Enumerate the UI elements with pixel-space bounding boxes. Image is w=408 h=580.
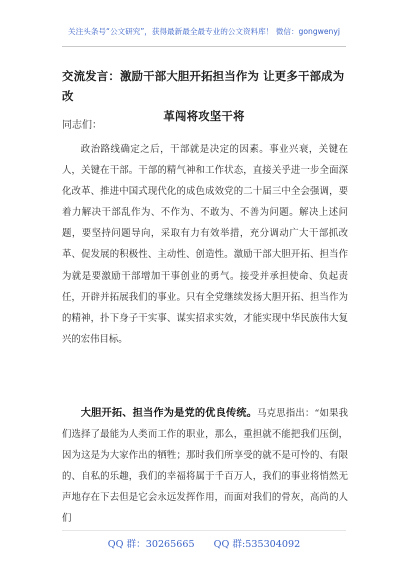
title-line-1: 交流发言：激励干部大胆开拓担当作为 让更多干部成为改	[62, 69, 345, 103]
greeting: 同志们：	[62, 120, 102, 131]
header-divider	[62, 46, 346, 47]
paragraph-2-body: 马克思指出：“如果我们选择了最能为人类而工作的职业，那么，重担就不能把我们压倒，因为这是为大家作出的牺牲；那时我们所享受的就不是可怜的、有限的、自私的乐趣，我们的幸福将属于千百万人，我们的事业将悄然无声地存在下去但是它会永远发挥作用，而面对我们的骨灰，高尚的人们	[62, 408, 349, 525]
paragraph-2	[62, 403, 348, 530]
footer-divider	[62, 530, 346, 531]
document-title	[62, 66, 346, 126]
qq-group-1: QQ 群：30265665	[107, 539, 195, 550]
paragraph-2-lead: 大胆开拓、担当作为是党的优良传统。	[80, 407, 258, 419]
footer	[0, 536, 408, 550]
title-line-2: 革闯将攻坚干将	[163, 109, 245, 123]
promo-header: 关注头条号“公文研究”，获得最新最全最专业的公文资料库！ 微信：gongwenyj	[68, 27, 340, 36]
paragraph-1: 政治路线确定之后，干部就是决定的因素。事业兴衰，关键在人，关键在干部。干部的精气神和工作状态，直接关乎进一步全面深化改革、推进中国式现代化的成色成效党的二十届三中全会强调，要着力解决干部乱作为、不作为、不敢为、不善为问题。解决上述问题，要坚持问题导向，采取有力有效举措，充分调动广大干部抓改革、促发展的积极性、主动性、创造性。激励干部大胆开拓、担当作为就是要激励干部增加干事创业的勇气。接受并承担使命、负起责任，开辟并拓展我们的事业。只有全党继续发扬大胆开拓、担当作为的精神，扑下身子干实事、谋实招求实效，才能实现中华民族伟大复兴的宏伟目标。	[62, 144, 348, 345]
qq-group-2: QQ 群:535304092	[213, 539, 301, 550]
